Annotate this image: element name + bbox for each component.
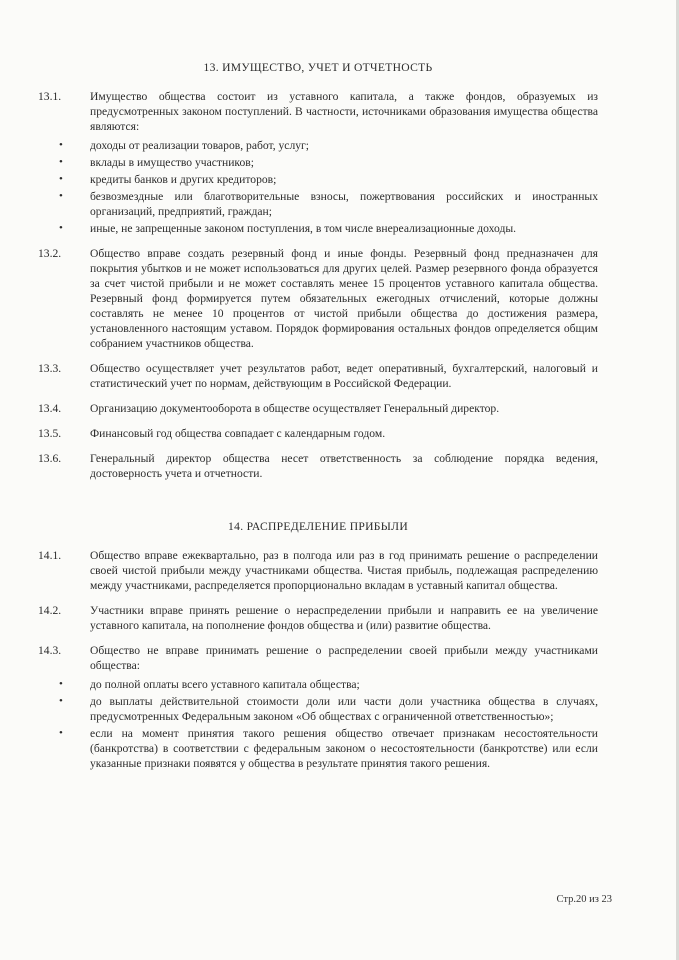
section-14-title: 14. РАСПРЕДЕЛЕНИЕ ПРИБЫЛИ <box>228 520 408 533</box>
page-content <box>38 60 598 781</box>
bullet-list-13-1 <box>90 138 598 236</box>
list-item: • вклады в имущество участников; <box>90 155 598 170</box>
list-item: • безвозмездные или благотворительные взносы, пожертвования российских и иностранных организаций, предприятий, граждан; <box>90 189 598 219</box>
clause-number: 13.2. <box>38 247 62 260</box>
clause-text: Имущество общества состоит из уставного капитала, а также фондов, образуемых из предусмотренных законом поступлений. В частности, источниками образования имущества общества являются: <box>90 90 598 133</box>
clause-number: 13.5. <box>38 427 62 440</box>
list-item: • до полной оплаты всего уставного капитала общества; <box>90 677 598 692</box>
clause-number: 14.3. <box>38 644 62 657</box>
list-item: • кредиты банков и других кредиторов; <box>90 172 598 187</box>
clause-text: Организацию документооборота в обществе осуществляет Генеральный директор. <box>90 402 500 415</box>
list-item: • до выплаты действительной стоимости доли или части доли участника общества в случаях, предусмотренных Федеральным законом «Об обществах с ограниченной ответственностью»; <box>90 694 598 724</box>
clause-number: 13.4. <box>38 402 62 415</box>
section-13-title: 13. ИМУЩЕСТВО, УЧЕТ И ОТЧЕТНОСТЬ <box>203 61 433 74</box>
list-item: • доходы от реализации товаров, работ, услуг; <box>90 138 598 153</box>
clause-text: Общество вправе ежеквартально, раз в полгода или раз в год принимать решение о распределении своей чистой прибыли между участниками общества. Чистая прибыль, подлежащая распределению между участниками, распределяется пропорционально вкладам в уставный капитал общества. <box>90 549 598 592</box>
clause-13-1 <box>38 89 598 134</box>
clause-number: 14.1. <box>38 549 62 562</box>
clause-text: Общество вправе создать резервный фонд и иные фонды. Резервный фонд предназначен для покрытия убытков и не может использоваться для других целей. Размер резервного фонда образуется за счет чистой прибыли и не может составлять менее 15 процентов уставного капитала общества. Резервный фонд формируется путем обязательных ежегодных отчислений, которые должны составлять не менее 10 процентов от чистой прибыли общества до достижения размера, установленного настоящим уставом. Порядок формирования остальных фондов определяется общим собранием участников общества. <box>90 247 598 350</box>
clause-14-2 <box>38 603 598 633</box>
clause-13-2 <box>38 246 598 351</box>
clause-number: 13.1. <box>38 90 62 103</box>
clause-text: Общество не вправе принимать решение о распределении своей прибыли между участниками общества: <box>90 644 598 672</box>
clause-13-3 <box>38 361 598 391</box>
clause-number: 14.2. <box>38 604 62 617</box>
clause-14-1 <box>38 548 598 593</box>
page-number: Стр.20 из 23 <box>556 894 612 905</box>
bullet-list-14-3 <box>90 677 598 771</box>
clause-13-5 <box>38 426 598 441</box>
clause-number: 13.6. <box>38 452 62 465</box>
clause-13-4 <box>38 401 598 416</box>
list-item: • если на момент принятия такого решения общество отвечает признакам несостоятельности (банкротства) в соответствии с федеральным законом о несостоятельности (банкротстве) или если указанные признаки появятся у общества в результате принятия такого решения. <box>90 726 598 771</box>
clause-14-3 <box>38 643 598 673</box>
clause-text: Общество осуществляет учет результатов работ, ведет оперативный, бухгалтерский, налоговый и статистический учет по нормам, действующим в Российской Федерации. <box>90 362 598 390</box>
clause-text: Участники вправе принять решение о нераспределении прибыли и направить ее на увеличение уставного капитала, на пополнение фондов общества и (или) развитие общества. <box>90 604 598 632</box>
list-item: • иные, не запрещенные законом поступления, в том числе внереализационные доходы. <box>90 221 598 236</box>
clause-number: 13.3. <box>38 362 62 375</box>
clause-text: Генеральный директор общества несет ответственность за соблюдение порядка ведения, достоверность учета и отчетности. <box>90 452 598 480</box>
clause-text: Финансовый год общества совпадает с календарным годом. <box>90 427 386 440</box>
clause-13-6 <box>38 451 598 481</box>
